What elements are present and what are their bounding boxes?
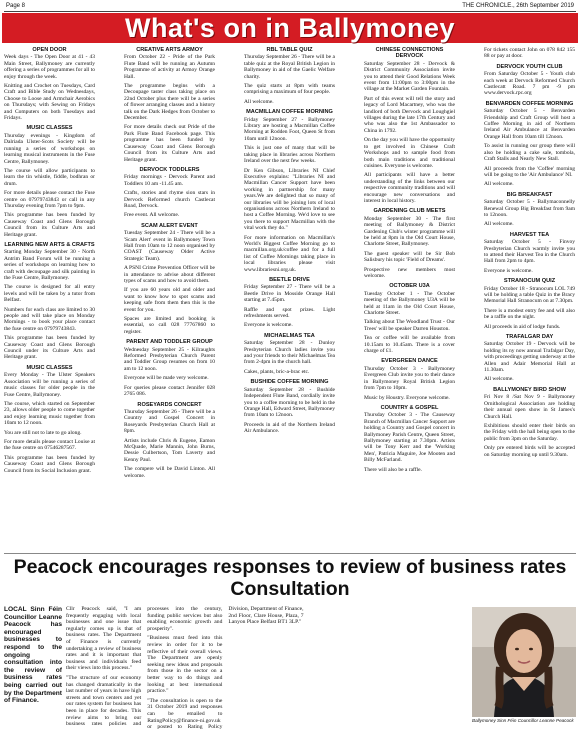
event-paragraph: For queries please contact Jennifer 028 2765 086. [124,384,215,398]
event-paragraph: Artists include Chris & Eugene, Eamon McQuade, Marie Mannin, John Burns, Dessie Culbertson, Tom Laverty and Kenny Paul. [124,437,215,463]
event-listing [124,47,215,163]
event-paragraph: Everyone will be made very welcome. [124,375,209,382]
event-heading: TRAFALGAR DAY [505,334,554,341]
event-listing [4,125,95,238]
event-paragraph: Thursday evenings - Kingdom of Dalriada Ulster-Scots Society will be running a series of workshops on learning musical instruments in the Fuse Centre, Ballymoney. [4,132,95,165]
event-heading: BIG BREAKFAST [506,191,553,198]
event-paragraph: Saturday October 5 - Benvarden Friendship and Craft Group will host a Coffee Morning in aid of Northern Ireland Air Ambulance at Benvarden Orange Hall from 10am till 12noon. [484,108,575,140]
event-paragraph: Spaces are limited and booking is essential, so call 028 77767860 to register. [124,316,215,335]
event-paragraph: All welcome. [244,98,274,105]
event-paragraph: Cakes, plants, bric-a-brac etc. [244,368,310,375]
event-listing [364,358,455,400]
event-paragraph: Saturday October 19 - Dervock will be holding its ny now annual Trafalgar Day, with proceedings getting underway at the Allen and Adair Memorial Hall at 11.30am. [484,341,575,374]
event-paragraph: There is a modest entry fee and will also be a raffle on the night. [484,307,575,321]
event-listing [4,47,95,121]
event-heading: MACMILLAN COFFEE MORNING [246,109,333,116]
event-listing [484,47,575,60]
event-listing [364,405,455,473]
event-paragraph: This programme has been funded by Causeway Coast and Glens Borough Council from its Social Inclusion grant. [4,454,95,474]
event-paragraph: Thursday September 26 - There will be a table quiz at the Royal British Legion in Ballymoney in aid of the Gaelic Welfare charity. [244,54,335,80]
event-heading: OCTOBER U3A [389,283,430,290]
event-listing [4,365,95,474]
event-paragraph: All welcome. [484,221,514,228]
listings-column [4,47,95,550]
event-listing [244,109,335,273]
section-banner: What's on in Ballymoney [2,13,578,43]
page-number: Page 8 [6,3,26,9]
event-heading: STRANOCUM QUIZ [503,278,556,285]
event-heading: MUSIC CLASSES [26,125,73,132]
portrait-illustration [472,607,576,717]
event-listing [364,47,455,204]
event-heading: CREATIVE ARTS ARMOY [136,47,203,53]
event-paragraph: Tuesday September 24 - There will be a 'Scam Alert' event in Ballymoney Town Hall from 10am to 12 noon organised by COAST (Causeway Older Active Strategic Team). [124,230,215,262]
event-heading: MICHAELMAS TEA [264,332,315,339]
event-paragraph: Friday mornings - Dervock Parent and Toddlers 10 am -11.45 am. [124,174,215,187]
event-paragraph: Thursday October 3 - The Causeway Branch of Macmillan Cancer Support are holding a Country and Gospel concert in Ballymoney Parish Centre, Queen Street, Ballymoney starting at 7.30pm. Artists will be Tony Kerr and the 'Working Men', Patricia Maguire, Joe Mooten and Billy McFarland. [364,412,455,464]
publication-line: THE CHRONICLE., 26th September 2019 [462,3,574,9]
event-paragraph: Saturday October 5 - Ballymaconnelly Renewal Group Big Breakfast from 9am to 12noon. [484,199,575,218]
event-paragraph: For more details check out Pride of the Park Flute Band Facebook page. This programme has been funded by Causeway Coast and Glens Borough Council from its Culture Arts and Heritage grant. [124,124,215,163]
event-heading: CHINESE CONNECTIONS DERVOCK [375,47,444,60]
event-listing [244,333,335,375]
event-paragraph: Friday September 27 - There will be a Beetle Drive in Mosside Orange Hall starting at 7.45pm. [244,284,335,304]
event-paragraph: Only pre entered birds will be accepted on Saturday morning up until 9.30am. [484,445,575,458]
event-heading: DERVOCK TODDLERS [139,166,200,173]
event-heading: BEETLE DRIVE [269,277,310,283]
story-paragraph: Cllr Peacock said, "I am frequently engaging with local businesses and one issue that regularly comes up is that of business rates. The Department of Finance is currently undertaking a review of business rates and it is important that business and individuals feed their views into this process." [66,606,142,672]
event-paragraph: Crafts, stories and rhyme sion stars in Dervock Reformed church Castlecat Road, Dervock. [124,190,215,209]
event-listing [124,339,215,397]
event-paragraph: Tuesday October 1 - The October meeting of the Ballymoney U3A will be held at 11am in the Old Court House, Charlotte Street. [364,290,455,317]
event-paragraph: For more information on Macmillan's World's Biggest Coffee Morning go to macmillan.org.uk/coffee and for a full list of Coffee Mornings taking place in local libraries please visit www.librariesni.org.uk. [244,234,335,273]
photo-caption: Ballymoney Sinn Féin Councillor Leanne Peacock [472,718,574,723]
event-paragraph: Friday October 18 - Stranocum LOL 749 will be holding a table Quiz in the Bracy Memorial Hall Stranocum on at 7.30pm. [484,285,575,305]
event-paragraph: The compere will be David Linton. All welcome. [124,466,215,479]
event-paragraph: Everyone is welcome. [484,267,533,274]
story-paragraph: "Business must feed into this review in order for it to be reflective of their overall views. The Department are openly seeking new ideas and proposals from those in the sector on a better way to do things and looking at best international practice." [147,635,223,695]
event-heading: LEARNING NEW ARTS & CRAFTS [4,241,95,248]
event-paragraph: All welcome. [484,181,514,188]
event-paragraph: Saturday September 28 - Bushide Independent Flute Band, cordially invite you to a coffee morning to be held in the Orange Hall, Edward Street, Ballymoney from 10am to 12noon. [244,386,335,419]
story-paragraph: "The structure of our economy has changed dramatically in the last number of years in have high streets and town centers and yet our rates system for business has been in place for decades. This review aims to bring our business rates policies and processes into the century, funding public services but also enabling economic growth and prosperity". [66,606,223,728]
event-heading: DERVOCK YOUTH CLUB [496,63,563,70]
listings-column [364,47,455,550]
event-heading: BENVARDEN COFFEE MORNING [485,100,574,107]
event-heading: GARDENING CLUB MEETS [373,208,446,215]
event-paragraph: On the day you will have the opportunity to get involved in Chinese Craft Workshops and to sample food from both main traditions and traditional cuisines. Everyone is welcome. [364,137,455,169]
event-paragraph: All welcome. [484,376,514,383]
event-heading: HARVEST TEA [509,231,550,238]
listings-columns [4,47,576,550]
event-paragraph: Every Monday - The Ulster Speakers Association will be running a series of music classes for older people in the Fuse Centre, Ballymoney. [4,372,95,398]
event-paragraph: Thursday September 26 - There will be a Country and Gospel Concert in Roseyards Presbyterian Church Hall at 8pm. [124,408,215,435]
event-listing [484,192,575,228]
story-lead: LOCAL Sinn Féin Councillor Leanne Peacock has encouraged businesses to respond to the ongoing consultation into the review of business rates being carried out by the Department of Finance. [4,606,62,705]
event-paragraph: Everyone is welcome. [244,322,293,329]
event-paragraph: The course is designed for all entry levels and will be taken by a tutor from Belfast. [4,284,95,304]
event-listing [484,232,575,274]
event-paragraph: Numbers for each class are limited to 30 people and will take place on Monday Mornings - to book your place contact the fuse centre on 07979743843. [4,306,95,332]
event-paragraph: The guest speaker will be Sir Bob Salisbury his topic 'Field of Dreams'. [364,250,455,264]
event-paragraph: Thursday October 3 - Ballymoney Evergreen Club invite you to their dance in Ballymoney Royal British Legion from 7pm to 10pm. [364,365,455,392]
event-paragraph: If you are 60 years old and older and want to know how to spot scams and keeping safe from them then this is the event for you. [124,287,215,313]
event-heading: ROSEYARDS CONCERT [137,401,202,408]
event-listing [484,278,575,330]
event-heading: MUSIC CLASSES [26,364,73,371]
listings-column [484,47,575,550]
event-paragraph: Prospective new members most welcome. [364,266,455,279]
event-paragraph: Saturday September 28 - Dunloy Presbyterian Church ladies invite you and your friends to their Michaelmas Tea from 2-4pm in the church hall. [244,340,335,366]
event-paragraph: Knitting and Crochet on Tuesdays, Card Craft and Bible Study on Wednesdays, Choose to Loose and Armchair Aerobics on Thursdays; with Sewing on Fridays and Computers on both Tuesdays and Fridays. [4,83,95,122]
event-paragraph: All participants will have a better understanding of the links between our respective community traditions and will encourage new conversations and interest in local history. [364,172,455,204]
event-paragraph: This programme has been funded by Causeway Coast and Glens Borough Council under its Culture Arts and Heritage grant. [4,335,95,361]
event-listing [124,167,215,219]
story-body [66,606,466,734]
event-paragraph: You are still not to late to go along. [4,429,82,436]
event-paragraph: Tea or coffee will be available from 10.15am to 10.45am. There is a cover charge of £1. [364,335,455,355]
event-paragraph: From Saturday October 5 - Youth club each week at Dervock Reformed Church Castlecatt Road. 7 pm -9 pm www.dervock.rpc.org [484,71,575,97]
listings-column [244,47,335,550]
event-paragraph: Proceeds in aid of the Northern Ireland Air Ambulance. [244,421,335,435]
event-paragraph: Raffle and spot prizes. Light refreshments served. [244,306,335,320]
story-lead-column [4,606,62,734]
event-listing [484,387,575,458]
event-listing [484,64,575,97]
event-paragraph: For more details please contact Louise at the fuse centre on 07546287567. [4,438,95,452]
event-paragraph: The course will allow participants to learn the tin whistle, fiddle, bodhran or drum. [4,167,95,187]
event-heading: COUNTRY & GOSPEL [380,404,439,411]
event-paragraph: This programme has been funded by Causeway Coast and Glens Borough Council from its Culture Arts and Heritage grant. [4,212,95,238]
event-paragraph: Exhibitions should enter their birds on the Friday with the hall being open to the public from 3pm on the Saturday. [484,422,575,442]
event-paragraph: The course, which started on September 23, allows older people to come together and enjoy learning music together from 10am to 12 noon. [4,400,95,427]
story-body-columns [66,606,466,734]
event-paragraph: Monday September 30 - The first meeting of Ballymoney & District Gardening Club's winter programme will be held at 8pm in the Old Court House, Charlotte Street, Ballymoney. [364,215,455,248]
councillor-photo [472,607,576,717]
event-paragraph: Starting Monday September 30 - North Antrim Band Forum will be running a series of workshops on learning how to craft with decoupage and silk painting in the Fuse Centre, Ballymoney. [4,249,95,281]
event-heading: SCAM ALERT EVENT [141,222,198,229]
event-listing [364,208,455,279]
event-heading: BALLYMONEY BIRD SHOW [493,386,566,393]
story-headline: Peacock encourages responses to review of business rates Consultation [13,556,567,600]
event-paragraph: Saturday September 28 - Dervock & District Community Association invite you to attend their Good Relations Week event from 11:00pm to 3:00pm in the village at the Market Garden Fountain. [364,60,455,93]
event-listing [484,334,575,383]
event-paragraph: Fri Nov 8 /Sat Nov 9 - Ballymoney Ornithological Association are holding their annual open show in St James's Church Hall. [484,394,575,420]
event-heading: BUSHIDE COFFEE MORNING [250,379,329,386]
section-divider [4,553,576,554]
event-listing [124,223,215,336]
event-paragraph: There will also be a raffle. [364,466,422,473]
event-paragraph: To assist in running our group there will also be holding a cake sale, tombola, Craft Stalls and Nearly New Stall. [484,143,575,163]
event-paragraph: A PSNI Crime Prevention Officer will be in attendance to advise about different types of scams and how to avoid them. [124,265,215,284]
header-rule [4,11,576,12]
event-paragraph: Wednesday September 25 - Kilraughts Reformed Presbyterian Church Parent and Toddler Group resumes on from 10 am to 12 noon. [124,346,215,372]
event-paragraph: Talking about The Woodland Trust - Our Trees' will be speaker Darren Houston. [364,319,455,332]
event-paragraph: Music by Houstry. Everyone welcome. [364,394,450,401]
event-heading: OPEN DOOR [32,47,67,53]
event-paragraph: The programme begins with a Decoupage taster class taking place on 22nd October plus there will be a series of flower arranging classes and a history talk on the Dark Hedges from October to December. [124,83,215,122]
event-paragraph: All proceeds in aid of lodge funds. [484,323,561,330]
event-listing [244,47,335,105]
event-paragraph: From October 22 - Pride of the Park Flute Band will be running an Autumn Programme of activity at Armoy Orange Hall. [124,54,215,80]
event-listing [484,101,575,188]
event-listing [124,402,215,479]
listings-column [124,47,215,550]
event-heading: PARENT AND TODDLER GROUP [126,339,213,346]
event-paragraph: Dr Ken Gibson, Libraries NI Chief Executive explains: "Libraries NI and Macmillan Cancer Support have been working in partnership for many years.We are delighted that so many of our libraries will be joining lots of local organisations across Northern Ireland to host a Coffee Morning. We'd love to see you there to support Macmillan with the vital work they do." [244,167,335,232]
event-paragraph: For more details please contact the Fuse centre on 07979743843 or call in any Thursday evening from 7pm to 9pm. [4,190,95,209]
event-paragraph: Free event. All welcome. [124,212,180,219]
event-paragraph: The quiz starts at 8pm with teams comprising a maximum of four people. [244,83,335,96]
event-paragraph: Saturday October 5 - Finvoy Presbyterian Church warmly invite you to attend their Harvest Tea in the Church Hall from 2pm to 4pm. [484,239,575,265]
event-listing [4,242,95,361]
event-paragraph: Week days - The Open Door at 41 - 43 Main Street, Ballymoney are currently offering a series of programmes for all to enjoy through the week. [4,54,95,80]
event-heading: RBL TABLE QUIZ [266,47,313,53]
event-heading: EVERGREEN DANCE [381,358,438,365]
event-listing [244,379,335,434]
event-paragraph: This is just one of many that will be taking place in libraries across Northern Ireland over the next few weeks. [244,145,335,165]
page-header [0,0,580,12]
event-listing [364,283,455,354]
event-paragraph: All proceeds from the 'Coffee' morning will be going to the 'Air Ambulance' NI. [484,165,575,178]
event-paragraph: For tickets contact John on 078 842 155 88 or pay at door. [484,47,575,60]
story-paragraph: "The consultation is open to the 31 October 2019 and responses can be emailed to RatingPolicy@finance-ni.gov.uk or posted to Rating Policy Division, Department of Finance, 2nd Floor, Clare House, Plaza, 7 Lanyon Place Belfast BT1 3LP." [147,606,304,731]
event-paragraph: Friday September 27 - Ballymoney Library are hosting a Macmillan Coffee Morning at Rodden Foot, Queen St from 10am until 12noon. [244,116,335,142]
event-listing [244,277,335,329]
event-paragraph: Part of this event will tell the story and legacy of Lord Macartney, who was the landlord of both Dervock and Loughgiel villages during the late 17th Century and who was also the 1st Ambassador to China in 1792. [364,95,455,134]
